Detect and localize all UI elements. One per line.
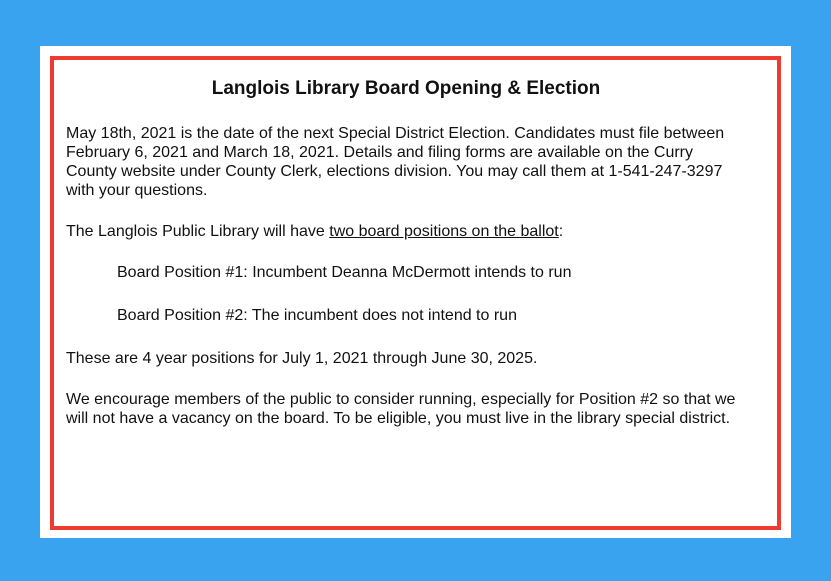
- notice-content: [66, 78, 746, 450]
- election-paragraph: May 18th, 2021 is the date of the next Special District Election. Candidates must file between February 6, 2021 and March 18, 2021. Details and filing forms are available on the Curry County website under County Clerk, elections division. You may call them at 1-541-247-3297 with your questions.: [66, 125, 725, 199]
- positions-text: The Langlois Public Library will have: [66, 223, 330, 240]
- positions-underlined-text: two board positions on the ballot: [329, 223, 559, 240]
- positions-paragraph: [66, 222, 746, 241]
- notice-card: [40, 46, 791, 538]
- board-position-1: Board Position #1: Incumbent Deanna McDermott intends to run: [117, 264, 572, 281]
- notice-title: Langlois Library Board Opening & Election: [211, 78, 601, 99]
- board-position-2: Board Position #2: The incumbent does not intend to run: [117, 307, 517, 324]
- positions-colon: :: [558, 223, 564, 240]
- encouragement-paragraph: We encourage members of the public to consider running, especially for Position #2 so that we will not have a vacancy on the board. To be eligible, you must live in the library special district.: [66, 391, 736, 427]
- term-paragraph: These are 4 year positions for July 1, 2021 through June 30, 2025.: [66, 350, 538, 367]
